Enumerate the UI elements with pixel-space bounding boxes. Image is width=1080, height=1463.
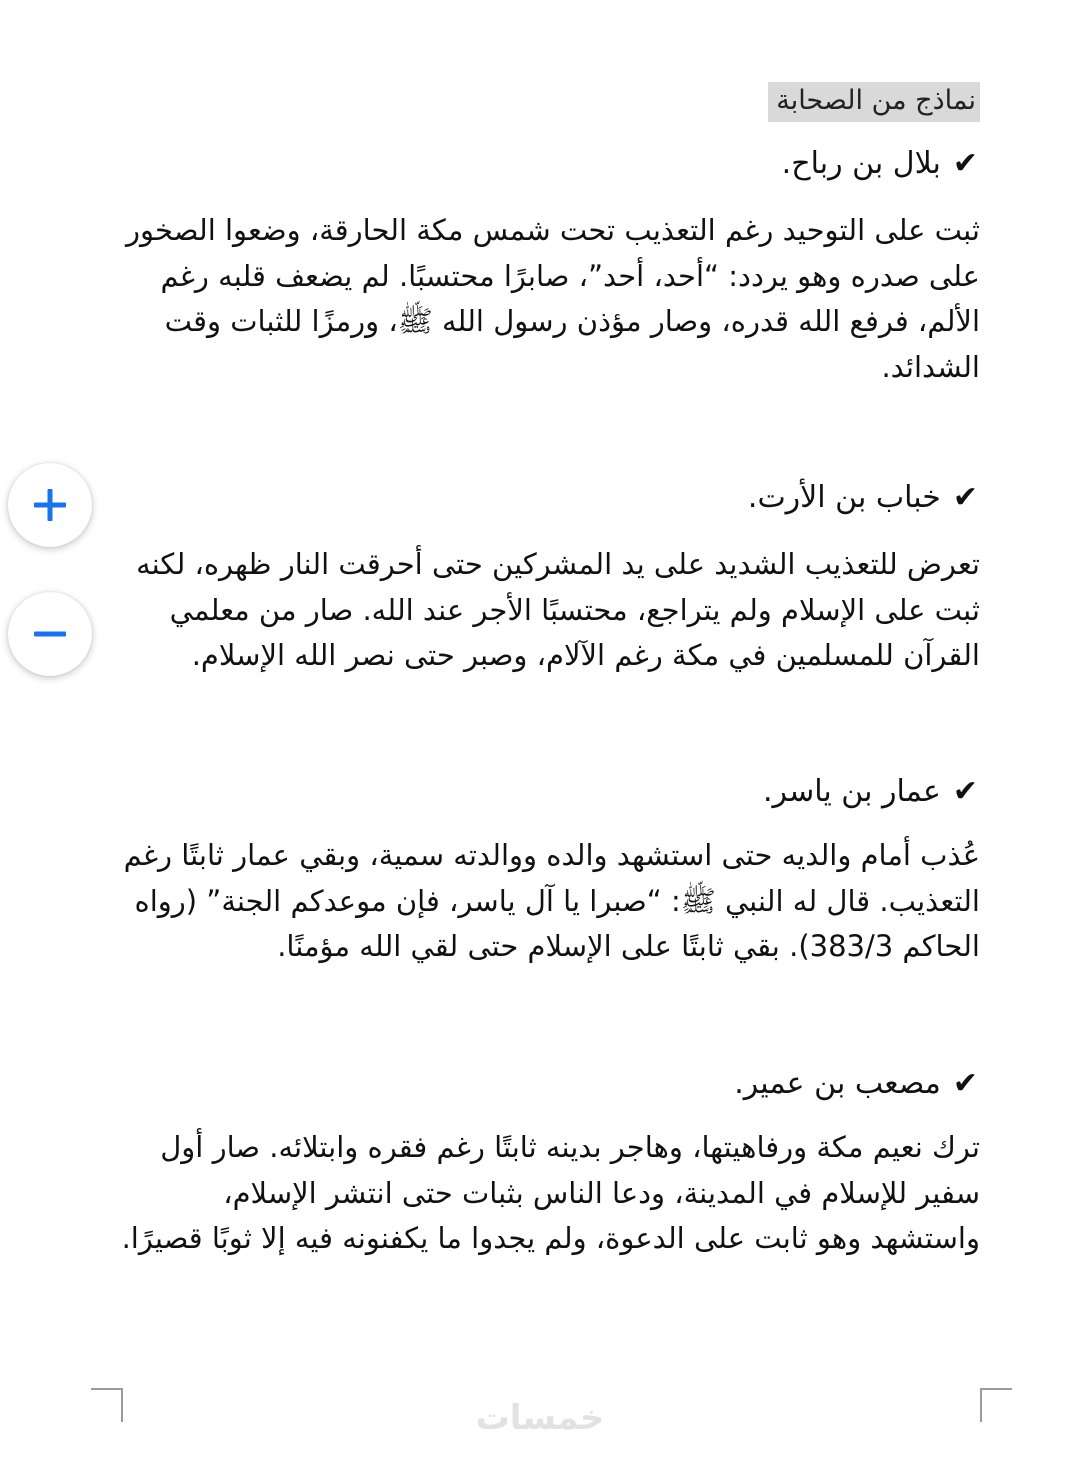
zoom-out-button[interactable] [8,592,92,676]
entry-name: خباب بن الأرت. [747,480,941,515]
entry-paragraph: تعرض للتعذيب الشديد على يد المشركين حتى أحرقت النار ظهره، لكنه ثبت على الإسلام ولم يتراجع، محتسبًا الأجر عند الله. صار من معلمي القرآن للمسلمين في مكة رغم الآلام، وصبر حتى نصر الله الإسلام. [136,547,980,672]
check-mark-icon: ✔ [952,1066,978,1101]
entry-paragraph: ثبت على التوحيد رغم التعذيب تحت شمس مكة الحارقة، وضعوا الصخور على صدره وهو يردد: “أحد، أحد”، صابرًا محتسبًا. لم يضعف قلبه رغم الألم، فرفع الله قدره، وصار مؤذن رسول الله ﷺ، ورمزًا للثبات وقت الشدائد. [126,213,980,384]
check-mark-icon: ✔ [952,146,978,181]
check-mark-icon: ✔ [952,480,978,515]
entry-heading [734,1064,978,1104]
entry-heading [763,772,978,812]
entry-heading [782,144,978,184]
entry-name: عمار بن ياسر. [763,774,941,809]
check-mark-icon: ✔ [952,774,978,809]
entry-heading [748,478,978,518]
entry-paragraph: عُذب أمام والديه حتى استشهد والده ووالدته سمية، وبقي عمار ثابتًا رغم التعذيب. قال له النبي ﷺ: “صبرا يا آل ياسر، فإن موعدكم الجنة” (رواه الحاكم 383/3). بقي ثابتًا على الإسلام حتى لقي الله مؤمنًا. [123,838,980,963]
entry-name: مصعب بن عمير. [734,1066,941,1101]
watermark-logo: خمسات [475,1398,605,1438]
section-title: نماذج من الصحابة [768,82,980,122]
zoom-in-button[interactable] [8,463,92,547]
page-corner-mark [91,1388,123,1422]
page-corner-mark [980,1388,1012,1422]
plus-icon [30,485,70,525]
entry-name: بلال بن رباح. [781,146,941,181]
entry-paragraph: ترك نعيم مكة ورفاهيتها، وهاجر بدينه ثابتًا رغم فقره وابتلائه. صار أول سفير للإسلام في المدينة، ودعا الناس بثبات حتى انتشر الإسلام، واستشهد وهو ثابت على الدعوة، ولم يجدوا ما يكفنونه فيه إلا ثوبًا قصيرًا. [121,1130,980,1255]
minus-icon [30,614,70,654]
document-page [110,0,980,1463]
